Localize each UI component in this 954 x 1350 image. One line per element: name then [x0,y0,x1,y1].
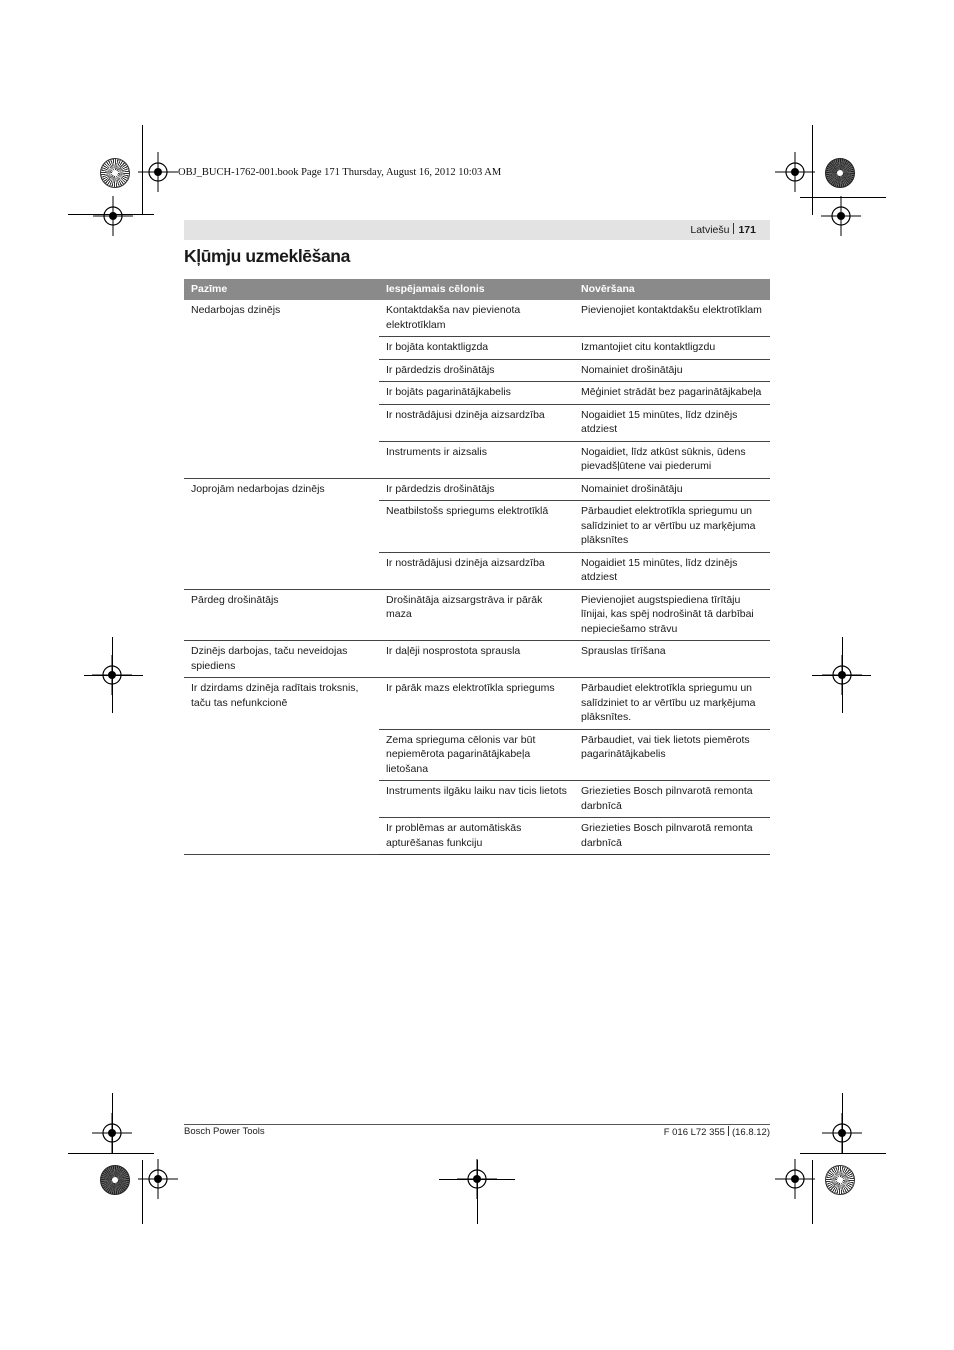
remedy-cell: Nogaidiet, līdz atkūst sūknis, ūdens pievadšļūtene vai piederumi [574,441,770,478]
symptom-cell: Ir dzirdams dzinēja radītais troksnis, taču tas nefunkcionē [184,678,379,855]
registration-mark-icon [138,1159,178,1199]
remedy-cell: Pārbaudiet elektrotīkla spriegumu un salīdziniet to ar vērtību uz marķējuma plāksnītes [574,501,770,553]
remedy-cell: Nogaidiet 15 minūtes, līdz dzinējs atdziest [574,404,770,441]
remedy-cell: Izmantojiet citu kontaktligzdu [574,337,770,360]
registration-mark-icon [92,1113,132,1153]
remedy-cell: Nomainiet drošinātāju [574,478,770,501]
header-symptom: Pazīme [184,279,379,300]
color-rosette-icon [100,1165,130,1195]
registration-mark-icon [822,655,862,695]
remedy-cell: Pievienojiet kontaktdakšu elektrotīklam [574,300,770,337]
symptom-cell: Joprojām nedarbojas dzinējs [184,478,379,589]
section-title: Kļūmju uzmeklēšana [184,246,350,266]
book-info: OBJ_BUCH-1762-001.book Page 171 Thursday, August 16, 2012 10:03 AM [178,167,502,178]
footer-separator [728,1126,729,1136]
page-number: 171 [738,224,756,236]
registration-mark-icon [92,655,132,695]
footer-rule [184,1124,770,1125]
registration-mark-icon [93,196,133,236]
footer-brand: Bosch Power Tools [184,1126,265,1137]
table-header-row [184,279,770,300]
footer-doc-code: F 016 L72 355 [663,1127,725,1138]
footer-doc-info [664,1126,770,1138]
header-cause: Iespējamais cēlonis [379,279,574,300]
symptom-cell: Nedarbojas dzinējs [184,300,379,478]
cause-cell: Ir pārdedzis drošinātājs [379,478,574,501]
remedy-cell: Nomainiet drošinātāju [574,359,770,382]
symptom-cell: Dzinējs darbojas, taču neveidojas spiediens [184,641,379,678]
registration-mark-icon [821,196,861,236]
cause-cell: Zema sprieguma cēlonis var būt nepiemērota pagarinātājkabeļa lietošana [379,729,574,781]
crop-mark-line [68,1153,154,1154]
registration-mark-icon [775,152,815,192]
registration-mark-icon [822,1113,862,1153]
cause-cell: Ir pārāk mazs elektrotīkla spriegums [379,678,574,730]
footer-doc-date: (16.8.12) [731,1127,770,1138]
remedy-cell: Griezieties Bosch pilnvarotā remonta darbnīcā [574,818,770,855]
registration-mark-icon [775,1159,815,1199]
page-header [690,223,756,236]
remedy-cell: Nogaidiet 15 minūtes, līdz dzinējs atdziest [574,552,770,589]
cause-cell: Drošinātāja aizsargstrāva ir pārāk maza [379,589,574,641]
cause-cell: Ir daļēji nosprostota sprausla [379,641,574,678]
table-row [184,300,770,337]
color-rosette-icon [825,158,855,188]
color-rosette-icon [100,158,130,188]
page-header-bar [184,220,770,240]
cause-cell: Ir bojāta kontaktligzda [379,337,574,360]
remedy-cell: Pārbaudiet, vai tiek lietots piemērots pagarinātājkabelis [574,729,770,781]
color-rosette-icon [825,1165,855,1195]
table-row [184,641,770,678]
remedy-cell: Pievienojiet augstspiediena tīrītāju līnijai, kas spēj nodrošināt tā darbībai nepieciešamo strāvu [574,589,770,641]
table-row [184,478,770,501]
crop-mark-line [800,1153,886,1154]
table-row [184,678,770,730]
cause-cell: Ir pārdedzis drošinātājs [379,359,574,382]
table-body [184,300,770,855]
cause-cell: Instruments ir aizsalis [379,441,574,478]
cause-cell: Neatbilstošs spriegums elektrotīklā [379,501,574,553]
symptom-cell: Pārdeg drošinātājs [184,589,379,641]
cause-cell: Instruments ilgāku laiku nav ticis lietots [379,781,574,818]
header-language: Latviešu [690,224,730,236]
remedy-cell: Mēģiniet strādāt bez pagarinātājkabeļa [574,382,770,405]
cause-cell: Ir nostrādājusi dzinēja aizsardzība [379,552,574,589]
cause-cell: Ir nostrādājusi dzinēja aizsardzība [379,404,574,441]
table-row [184,589,770,641]
remedy-cell: Pārbaudiet elektrotīkla spriegumu un salīdziniet to ar vērtību uz marķējuma plāksnītes. [574,678,770,730]
remedy-cell: Sprauslas tīrīšana [574,641,770,678]
troubleshooting-table [184,279,770,855]
cause-cell: Kontaktdakša nav pievienota elektrotīklam [379,300,574,337]
cause-cell: Ir problēmas ar automātiskās apturēšanas funkciju [379,818,574,855]
remedy-cell: Griezieties Bosch pilnvarotā remonta darbnīcā [574,781,770,818]
header-remedy: Novēršana [574,279,770,300]
header-separator [733,223,734,234]
registration-mark-icon [138,152,178,192]
registration-mark-icon [457,1159,497,1199]
cause-cell: Ir bojāts pagarinātājkabelis [379,382,574,405]
